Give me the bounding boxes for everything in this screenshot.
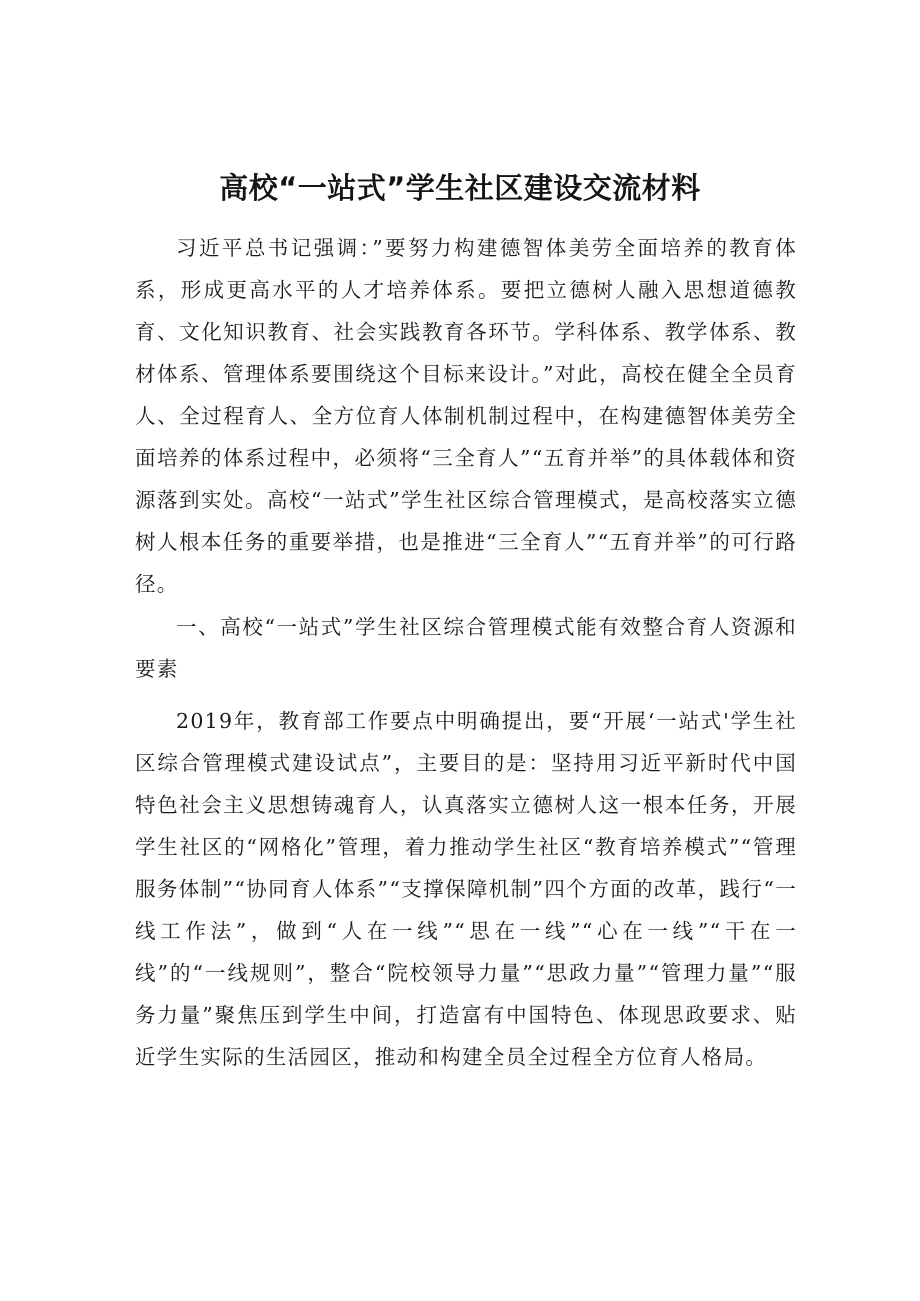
section-body-paragraph: 2019年，教育部工作要点中明确提出，要“开展‘一站式'学生社区综合管理模式建设试点”，主要目的是：坚持用习近平新时代中国特色社会主义思想铸魂育人，认真落实立德树人这一根本任务，开展学生社区的“网格化”管理，着力推动学生社区“教育培养模式”“管理服务体制”“协同育人体系”“支撑保障机制”四个方面的改革，践行“一线工作法”，做到“人在一线”“思在一线”“心在一线”“干在一线”的“一线规则”，整合“院校领导力量”“思政力量”“管理力量”“服务力量”聚焦压到学生中间，打造富有中国特色、体现思政要求、贴近学生实际的生活园区，推动和构建全员全过程全方位育人格局。 (135, 709, 797, 1069)
document-title: 高校“一站式”学生社区建设交流材料 (219, 171, 701, 205)
section-heading: 一、高校“一站式”学生社区综合管理模式能有效整合育人资源和要素 (135, 615, 797, 681)
intro-paragraph: 习近平总书记强调：”要努力构建德智体美劳全面培养的教育体系，形成更高水平的人才培养体系。要把立德树人融入思想道德教育、文化知识教育、社会实践教育各环节。学科体系、教学体系、教材体系、管理体系要围绕这个目标来设计。”对此，高校在健全全员育人、全过程育人、全方位育人体制机制过程中，在构建德智体美劳全面培养的体系过程中，必须将“三全育人”“五育并举”的具体载体和资源落到实处。高校“一站式”学生社区综合管理模式，是高校落实立德树人根本任务的重要举措，也是推进“三全育人”“五育并举”的可行路径。 (135, 236, 797, 596)
